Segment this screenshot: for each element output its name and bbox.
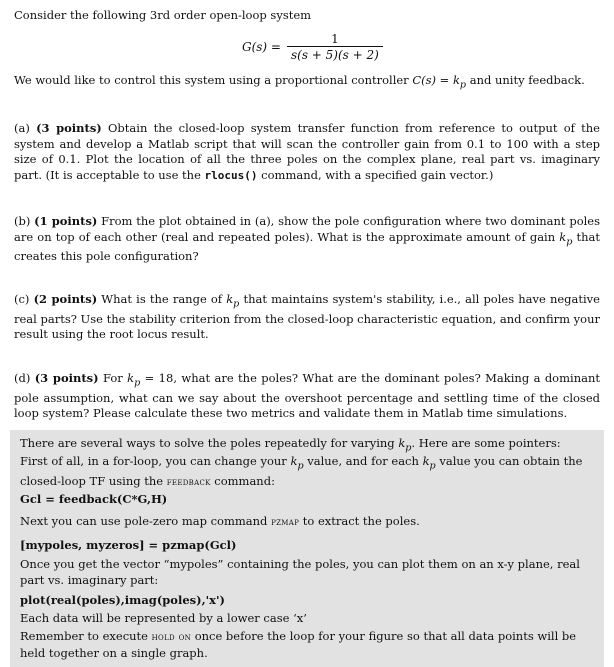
equation-denominator: s(s + 5)(s + 2) bbox=[287, 46, 383, 62]
question-text-end: command, with a specified gain vector.) bbox=[257, 167, 494, 182]
question-a bbox=[14, 121, 600, 183]
hint-line bbox=[20, 514, 594, 531]
equation-numerator: 1 bbox=[331, 32, 339, 46]
controller-math: C(s) = k bbox=[412, 73, 460, 87]
gain-symbol: k bbox=[127, 371, 135, 385]
controller-text: We would like to control this system using a proportional controller bbox=[14, 73, 413, 87]
command-name: pzmap bbox=[271, 516, 300, 528]
question-points: (2 points) bbox=[33, 292, 98, 306]
gain-symbol: k bbox=[559, 229, 567, 244]
controller-text-end: and unity feedback. bbox=[466, 73, 585, 87]
hint-text: First of all, in a for-loop, you can change your bbox=[20, 454, 291, 468]
question-points: (3 points) bbox=[34, 371, 99, 385]
gain-subscript: p bbox=[134, 377, 141, 389]
equation-lhs: G(s) = bbox=[242, 40, 281, 54]
gain-symbol: k bbox=[422, 454, 430, 468]
question-text: What is the range of bbox=[97, 292, 227, 306]
hint-box bbox=[10, 430, 604, 667]
question-b bbox=[14, 214, 600, 265]
question-text-end: that creates this pole configuration? bbox=[14, 229, 600, 264]
hint-text-end: to extract the poles. bbox=[299, 514, 420, 528]
question-text-end: that maintains system's stability, i.e., all poles have negative real parts? Use the stability criterion from the closed-loop characteristic equation, and confirm your result using the root locus result. bbox=[14, 292, 600, 342]
question-label: (a) bbox=[14, 121, 37, 135]
gain-value: = 18 bbox=[140, 371, 174, 385]
question-label: (b) bbox=[14, 214, 35, 228]
hint-line: Each data will be represented by a lower case ‘x’ bbox=[20, 611, 307, 625]
gain-subscript: p bbox=[233, 298, 240, 310]
hint-text: value, and for each bbox=[303, 454, 423, 468]
gain-symbol: k bbox=[398, 436, 406, 450]
gain-subscript: p bbox=[405, 442, 412, 454]
code-line: plot(real(poles),imag(poles),'x') bbox=[20, 593, 225, 607]
inline-code: rlocus() bbox=[204, 168, 258, 182]
gain-symbol: k bbox=[226, 292, 234, 306]
hint-line bbox=[20, 629, 594, 661]
hint-text: value you can obtain the closed-loop TF using the bbox=[20, 454, 583, 488]
command-name: feedback bbox=[166, 475, 211, 488]
code-line: Gcl = feedback(C*G,H) bbox=[20, 492, 168, 506]
question-text-end: , what are the poles? What are the dominant poles? Making a dominant pole assumption, what can we say about the overshoot percentage and settling time of the closed loop system? Please calculate these two metrics and validate them in Matlab time simulations. bbox=[14, 371, 600, 421]
question-text: Obtain the closed-loop system transfer function from reference to output of the system and develop a Matlab script that will scan the controller gain from 0.1 to 100 with a step size of 0.1. Plot the location of all the three poles on the complex plane, real part vs. imaginary part. (It is acceptable to use the bbox=[14, 121, 600, 182]
hint-line: Once you get the vector “mypoles” containing the poles, you can plot them on an x-y plane, real part vs. imaginary part: bbox=[20, 557, 580, 587]
gain-symbol: k bbox=[290, 454, 298, 468]
question-points: (1 points) bbox=[34, 214, 98, 228]
question-text: For bbox=[98, 371, 128, 385]
gain-subscript: p bbox=[429, 460, 436, 472]
question-label: (c) bbox=[14, 292, 34, 306]
code-line: [mypoles, myzeros] = pzmap(Gcl) bbox=[20, 538, 237, 552]
intro-text bbox=[14, 8, 600, 24]
command-name: hold on bbox=[151, 631, 192, 643]
hint-text-end: . Here are some pointers: bbox=[411, 436, 561, 450]
question-text: From the plot obtained in (a), show the pole configuration where two dominant poles are on top of each other (real and repeated poles). What is the approximate amount of gain bbox=[14, 214, 600, 244]
gain-subscript: p bbox=[297, 460, 304, 472]
hint-line bbox=[20, 454, 594, 490]
hint-line bbox=[20, 436, 594, 456]
hint-text-end: once before the loop for your figure so that all data points will be held together on a single graph. bbox=[20, 629, 577, 660]
question-c bbox=[14, 292, 600, 343]
controller-subscript: p bbox=[459, 79, 467, 91]
transfer-function-equation bbox=[242, 32, 383, 62]
question-label: (d) bbox=[14, 371, 35, 385]
question-d bbox=[14, 371, 600, 422]
question-points: (3 points) bbox=[36, 121, 102, 135]
hint-text: There are several ways to solve the poles repeatedly for varying bbox=[20, 436, 399, 450]
intro-line: Consider the following 3rd order open-loop system bbox=[14, 8, 312, 22]
gain-subscript: p bbox=[566, 235, 573, 247]
controller-sentence bbox=[14, 73, 600, 93]
equation-fraction bbox=[287, 32, 383, 62]
hint-text-end: command: bbox=[210, 473, 275, 488]
hint-text: Remember to execute bbox=[20, 629, 152, 643]
hint-text: Next you can use pole-zero map command bbox=[20, 514, 272, 528]
